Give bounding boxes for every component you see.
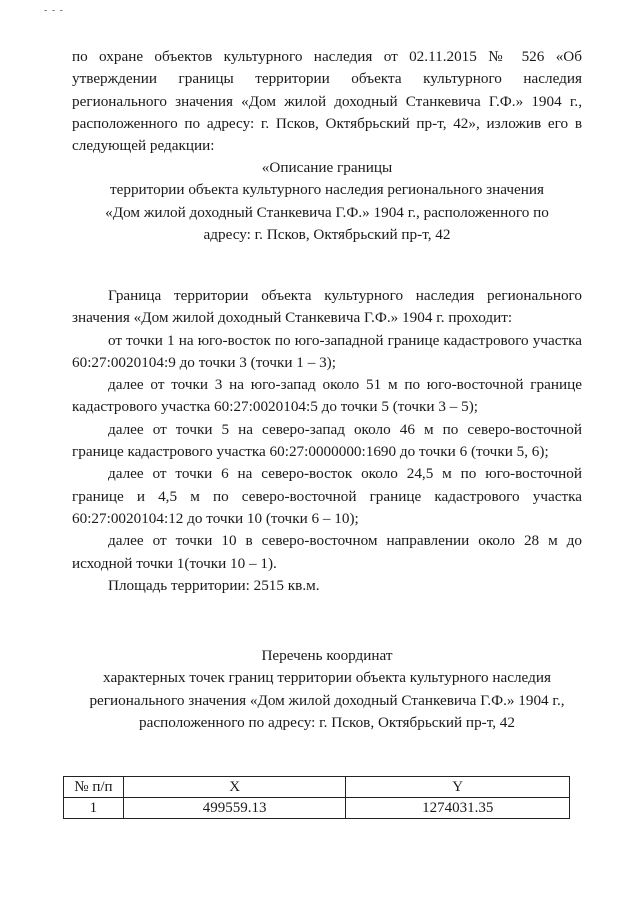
heading-line: регионального значения «Дом жилой доходный Станкевича Г.Ф.» 1904 г., [89,691,565,709]
coordinates-heading [72,645,582,734]
paragraph: далее от точки 5 на северо-запад около 46 м по северо-восточной границе кадастрового участка 60:27:0000000:1690 до точки 6 (точки 5, 6); [72,420,582,461]
heading-line: «Описание границы [261,159,393,176]
intro-text [72,46,582,157]
boundary-heading [72,157,582,246]
intro-line: расположенного по адресу: г. Псков, Октябрьский пр-т, 42», изложив его в [72,114,582,132]
table-header-row [64,777,570,798]
paragraph: далее от точки 10 в северо-восточном направлении около 28 м до исходной точки 1(точки 10 – 1). [72,532,582,572]
heading-line: адресу: г. Псков, Октябрьский пр-т, 42 [203,225,451,243]
paragraph: далее от точки 3 на юго-запад около 51 м по юго-восточной границе кадастрового участка 60:27:0020104:5 до точки 5 (точки 3 – 5); [72,376,582,416]
heading-line: расположенного по адресу: г. Псков, Октябрьский пр-т, 42 [139,713,515,731]
paragraph: далее от точки 6 на северо-восток около 24,5 м по юго-восточной границе и 4,5 м по северо-восточной границе кадастрового участка 60:27:0020104:12 до точки 10 (точки 6 – 10); [72,465,582,527]
heading-line: Перечень координат [261,647,393,664]
intro-line: по охране объектов культурного наследия от 02.11.2015 № 526 «Об [72,48,582,65]
column-header-x: X [123,777,346,798]
column-header-number: № п/п [64,777,124,798]
cell-y: 1274031.35 [346,798,570,819]
heading-line: характерных точек границ территории объекта культурного наследия [103,669,551,687]
intro-line: регионального значения «Дом жилой доходный Станкевича Г.Ф.» 1904 г., [72,92,582,110]
intro-line: утверждении границы территории объекта культурного наследия [72,70,582,88]
cell-x: 499559.13 [123,798,346,819]
paragraph: Граница территории объекта культурного наследия регионального значения «Дом жилой доходный Станкевича Г.Ф.» 1904 г. проходит: [72,287,582,327]
intro-line: следующей редакции: [72,137,215,155]
column-header-y: Y [346,777,570,798]
table-row [64,798,570,819]
heading-line: территории объекта культурного наследия регионального значения [109,181,545,199]
area-paragraph: Площадь территории: 2515 кв.м. [108,576,320,594]
heading-line: «Дом жилой доходный Станкевича Г.Ф.» 1904 г., расположенного по [105,203,549,221]
corner-mark: - - - [44,5,64,16]
cell-number: 1 [64,798,124,819]
boundary-description [72,285,582,597]
coordinates-table [63,776,570,819]
paragraph: от точки 1 на юго-восток по юго-западной границе кадастрового участка 60:27:0020104:9 до точки 3 (точки 1 – 3); [72,331,582,371]
